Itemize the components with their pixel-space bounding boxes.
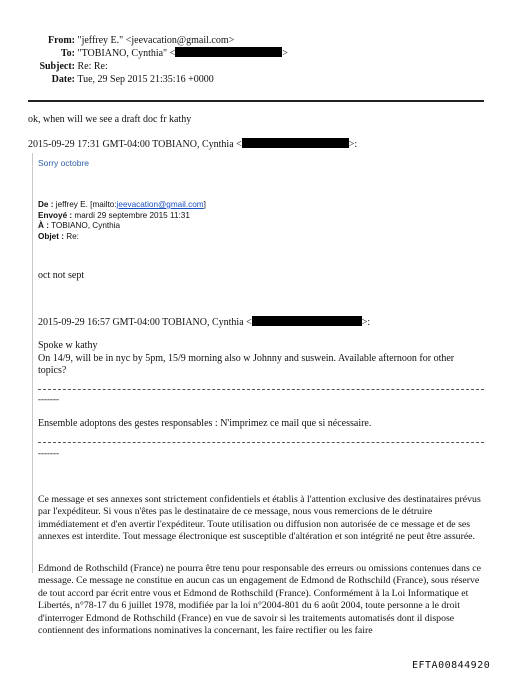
oct-line: oct not sept — [38, 270, 85, 281]
redaction-box — [242, 138, 349, 148]
date-value: Tue, 29 Sep 2015 21:35:16 +0000 — [77, 74, 214, 85]
forward-subject-value: Re: — [66, 231, 79, 241]
quote-bar — [32, 153, 33, 573]
liability-paragraph: Edmond de Rothschild (France) ne pourra être tenu pour responsable des erreurs ou omissions contenues dans ce message. Ce message ne constitue en aucun cas un engagement de Edmond de Rothschild (France), sous réserve de tout accord par écrit entre vous et Edmond de Rothschild (France). Conformément à la Loi Informatique et Libertés, n°78-17 du 6 juillet 1978, modifiée par la loi n°2004-801 du 6 août 2004, toute personne a le droit d'interroger Edmond de Rothschild (France) en vue de savoir si les traitements automatisés dont il dispose contiennent des informations nominatives la concernant, les faire rectifier ou les faire — [38, 563, 481, 637]
forward-sent-label: Envoyé : — [38, 210, 73, 220]
redaction-box — [252, 316, 362, 326]
quote1-header — [28, 138, 357, 152]
header-from — [0, 34, 234, 47]
to-tail: > — [282, 48, 288, 59]
header-date — [0, 73, 214, 86]
forward-to-label: À : — [38, 221, 49, 230]
dashed-divider-tail: ------- — [38, 448, 59, 458]
header-divider — [28, 100, 484, 102]
spoke-line-2: On 14/9, will be in nyc by 5pm, 15/9 morning also w Johnny and suswein. Available afternoon for other — [38, 352, 455, 364]
spoke-block — [38, 340, 454, 378]
forward-subject — [38, 232, 206, 243]
quote2-header — [38, 316, 370, 330]
forward-sent-value: mardi 29 septembre 2015 11:31 — [74, 210, 190, 220]
confidentiality-paragraph: Ce message et ses annexes sont strictement confidentiels et établis à l'attention exclusive des destinataires prévus par l'expéditeur. Si vous n'êtes pas le destinataire de ce message, nous vous remercions de le détruire immédiatement et d'en avertir l'expéditeur. Toute utilisation ou diffusion non autorisée de ce message et de ses annexes est interdite. Tout message électronique est susceptible d'altération et son intégrité ne peut être assurée. — [38, 494, 481, 543]
forward-from-email-link[interactable]: jeevacation@gmail.com — [116, 200, 204, 209]
reply-line: ok, when will we see a draft doc fr kathy — [28, 114, 192, 125]
dashed-divider — [38, 442, 484, 443]
quote1-header-tail: >: — [348, 139, 358, 150]
dashed-divider-tail: ------- — [38, 394, 59, 404]
quote1-header-text: 2015-09-29 17:31 GMT-04:00 TOBIANO, Cynthia < — [28, 139, 242, 150]
redaction-box — [175, 47, 282, 57]
forward-block — [38, 200, 206, 242]
forward-to-value: TOBIANO, Cynthia — [51, 221, 121, 230]
forward-from-name: jeffrey E. [mailto: — [55, 200, 117, 209]
forward-subject-label: Objet : — [38, 231, 64, 241]
bates-number: EFTA00844920 — [412, 660, 491, 671]
from-label: From: — [47, 35, 75, 46]
header-subject — [0, 60, 108, 73]
spoke-line-1: Spoke w kathy — [38, 340, 98, 351]
subject-label: Subject: — [39, 61, 75, 72]
subject-value: Re: Re: — [77, 61, 108, 72]
forward-to — [38, 221, 206, 232]
from-value: "jeffrey E." <jeevacation@gmail.com> — [77, 35, 235, 46]
forward-from — [38, 200, 206, 211]
spoke-line-3: topics? — [38, 365, 67, 376]
date-label: Date: — [51, 74, 75, 85]
quote2-header-text: 2015-09-29 16:57 GMT-04:00 TOBIANO, Cynthia < — [38, 317, 252, 328]
forward-sent — [38, 211, 206, 222]
header-to — [0, 47, 288, 60]
dashed-divider — [38, 389, 484, 390]
to-label: To: — [60, 48, 75, 59]
to-value: "TOBIANO, Cynthia" < — [77, 48, 176, 59]
forward-from-close: ] — [203, 200, 206, 209]
forward-from-label: De : — [38, 200, 54, 209]
quote2-header-tail: >: — [361, 317, 371, 328]
print-notice: Ensemble adoptons des gestes responsables : N'imprimez ce mail que si nécessaire. — [38, 418, 372, 429]
sorry-line: Sorry octobre — [38, 158, 90, 168]
